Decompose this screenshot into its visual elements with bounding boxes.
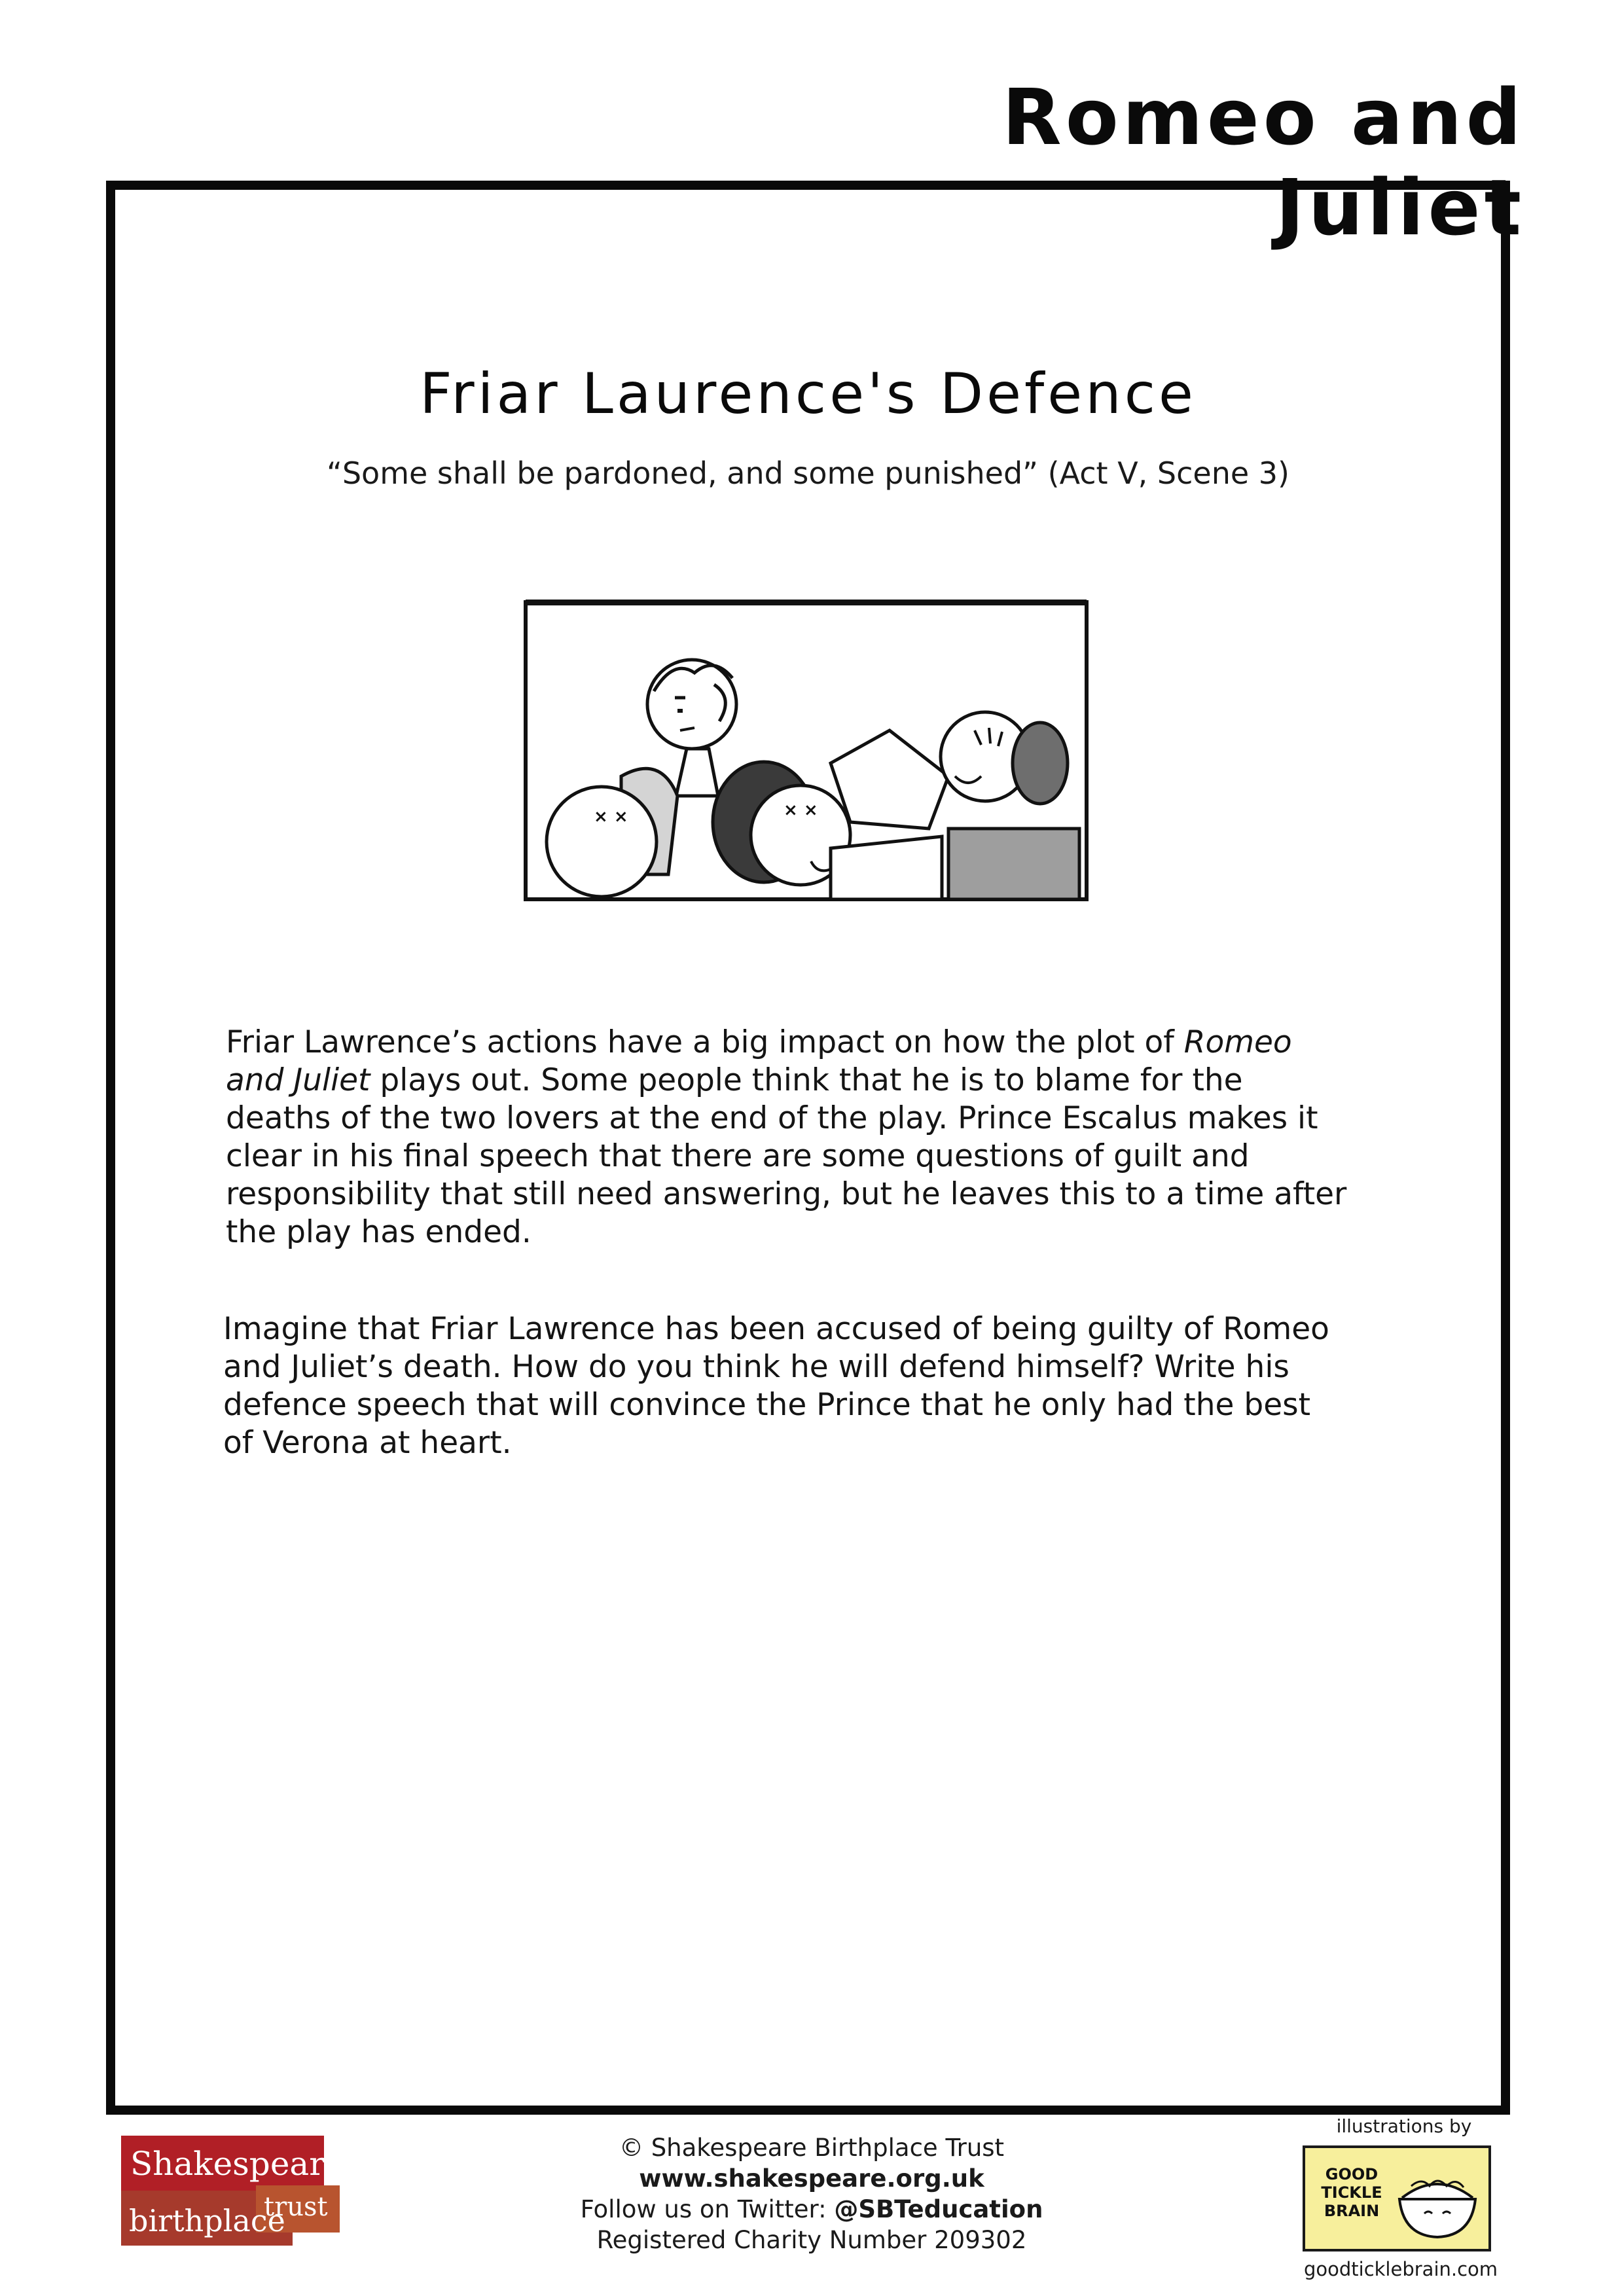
paragraph-line: and Juliet plays out. Some people think that he is to blame for the [226, 1062, 1243, 1098]
svg-text:× ×: × × [784, 800, 818, 820]
shakespeare-birthplace-trust-logo [121, 2136, 344, 2246]
paragraph-line: responsibility that still need answering, but he leaves this to a time after [226, 1176, 1347, 1212]
logo-text: birthplace [129, 2203, 285, 2238]
paragraph-line: and Juliet’s death. How do you think he will defend himself? Write his [223, 1349, 1289, 1385]
good-tickle-brain-logo: GOOD TICKLE BRAIN [1303, 2145, 1491, 2251]
copyright-text: © Shakespeare Birthplace Trust [619, 2134, 1005, 2162]
paragraph-task [223, 1310, 1382, 1462]
illustrations-credit: illustrations by [1336, 2115, 1472, 2137]
svg-text:× ×: × × [594, 807, 628, 827]
footer-info [563, 2132, 1060, 2255]
twitter-handle-link[interactable]: @SBTeducation [834, 2195, 1043, 2223]
twitter-line: Follow us on Twitter: @SBTeducation [580, 2195, 1043, 2223]
paris-figure [941, 712, 1068, 804]
paragraph-line: the play has ended. [226, 1214, 532, 1250]
comic-illustration [523, 600, 1089, 902]
brain-bowl-icon [1393, 2157, 1482, 2245]
worksheet-quote: “Some shall be pardoned, and some punished” (Act V, Scene 3) [327, 456, 1289, 491]
paragraph-context [226, 1024, 1384, 1251]
paragraph-line: clear in his final speech that there are some questions of guilt and [226, 1138, 1250, 1174]
logo-text: trust [264, 2192, 328, 2222]
website-link[interactable]: www.shakespeare.org.uk [639, 2164, 984, 2193]
logo-text: Shakespeare [130, 2145, 344, 2183]
paragraph-line: Imagine that Friar Lawrence has been accused of being guilty of Romeo [223, 1311, 1329, 1347]
paragraph-line: Friar Lawrence’s actions have a big impact on how the plot of Romeo [226, 1024, 1292, 1060]
good-tickle-brain-link[interactable]: goodticklebrain.com [1303, 2258, 1498, 2280]
worksheet-title: Friar Laurence's Defence [420, 361, 1197, 427]
worksheet-frame [106, 181, 1510, 2115]
charity-number: Registered Charity Number 209302 [596, 2226, 1027, 2254]
paragraph-line: deaths of the two lovers at the end of the play. Prince Escalus makes it [226, 1100, 1318, 1136]
paragraph-line: defence speech that will convince the Prince that he only had the best [223, 1387, 1311, 1423]
paragraph-line: of Verona at heart. [223, 1425, 512, 1461]
page-title: Romeo and Juliet [1001, 72, 1525, 253]
